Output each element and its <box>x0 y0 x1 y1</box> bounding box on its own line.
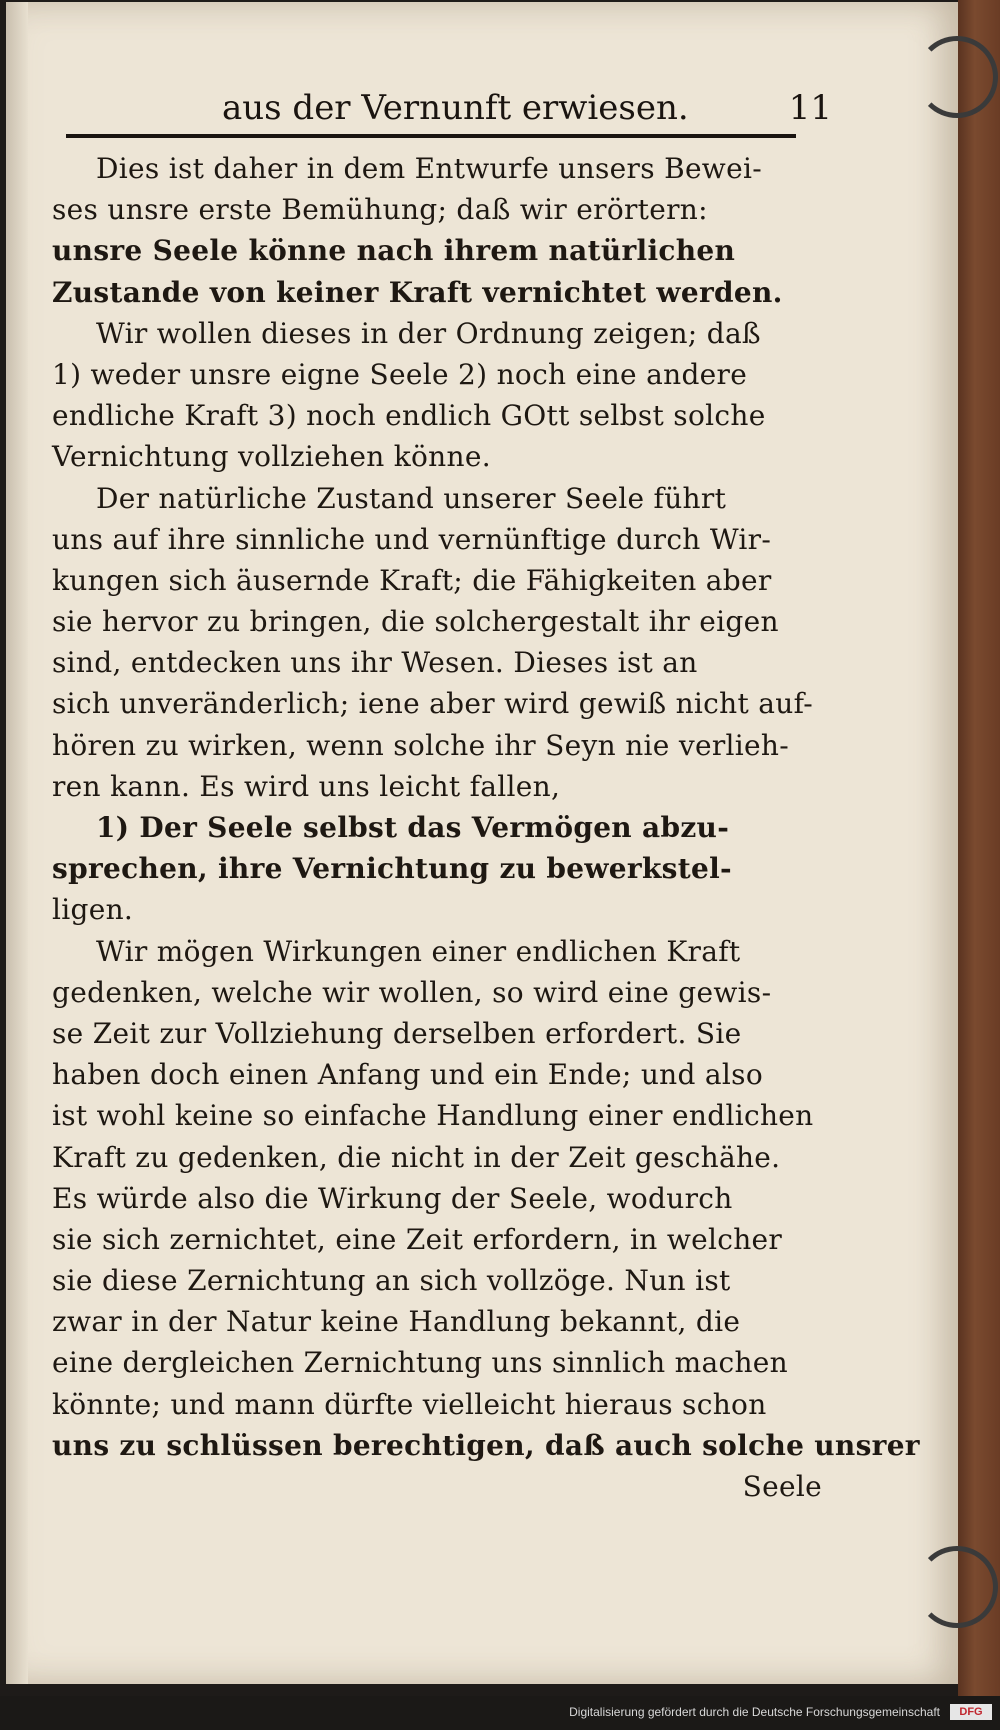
text-line: sind, entdecken uns ihr Wesen. Dieses ist an <box>52 646 698 680</box>
show-through-bleed <box>150 1520 770 1590</box>
text-line: zwar in der Natur keine Handlung bekannt, die <box>52 1305 741 1339</box>
text-line: uns zu schlüssen berechtigen, daß auch solche unsrer <box>52 1428 920 1462</box>
text-line: Zustande von keiner Kraft vernichtet werden. <box>52 275 783 309</box>
text-line: könnte; und mann dürfte vielleicht hieraus schon <box>52 1387 767 1421</box>
text-line: ist wohl keine so einfache Handlung einer endlichen <box>52 1099 814 1133</box>
text-line: eine dergleichen Zernichtung uns sinnlich machen <box>52 1346 789 1380</box>
text-line: sie sich zernichtet, eine Zeit erfordern, in welcher <box>52 1222 783 1256</box>
text-line: Wir wollen dieses in der Ordnung zeigen; daß <box>96 316 761 350</box>
digitization-credit: Digitalisierung gefördert durch die Deutsche Forschungsgemeinschaft <box>569 1705 940 1719</box>
page-clip-icon <box>916 36 998 118</box>
text-line: Wir mögen Wirkungen einer endlichen Kraft <box>96 934 741 968</box>
text-line: Es würde also die Wirkung der Seele, wodurch <box>52 1181 733 1215</box>
header-rule <box>66 134 796 138</box>
text-line: hören zu wirken, wenn solche ihr Seyn nie verlieh- <box>52 728 789 762</box>
text-line: gedenken, welche wir wollen, so wird eine gewis- <box>52 975 772 1009</box>
text-line: ses unsre erste Bemühung; daß wir erörtern: <box>52 193 708 227</box>
text-line: kungen sich äusernde Kraft; die Fähigkeiten aber <box>52 563 772 597</box>
text-line: sich unveränderlich; iene aber wird gewiß nicht auf- <box>52 687 814 721</box>
text-line: 1) Der Seele selbst das Vermögen abzu- <box>96 811 730 844</box>
running-title: aus der Vernunft erwiesen. <box>222 88 689 128</box>
catchword: Seele <box>742 1470 822 1503</box>
text-line: 1) weder unsre eigne Seele 2) noch eine andere <box>52 357 748 391</box>
book-cover-edge <box>958 0 1000 1730</box>
text-line: se Zeit zur Vollziehung derselben erfordert. Sie <box>52 1016 742 1050</box>
footer-bar <box>0 1696 1000 1730</box>
text-line: Vernichtung vollziehen könne. <box>52 440 491 474</box>
text-line: haben doch einen Anfang und ein Ende; und also <box>52 1058 763 1092</box>
text-line: ren kann. Es wird uns leicht fallen, <box>52 769 561 803</box>
text-line: Der natürliche Zustand unserer Seele führt <box>96 481 727 515</box>
body-text <box>52 148 920 1507</box>
page-gutter <box>6 2 28 1684</box>
text-line: ligen. <box>52 893 134 927</box>
page-number: 11 <box>788 88 832 128</box>
text-line: sie diese Zernichtung an sich vollzöge. Nun ist <box>52 1264 731 1298</box>
text-line: Kraft zu gedenken, die nicht in der Zeit geschähe. <box>52 1140 781 1174</box>
text-line: unsre Seele könne nach ihrem natürlichen <box>52 234 736 268</box>
text-line: sie hervor zu bringen, die solchergestalt ihr eigen <box>52 605 779 639</box>
dfg-logo-icon: DFG <box>950 1704 992 1720</box>
text-line: endliche Kraft 3) noch endlich GOtt selbst solche <box>52 399 766 433</box>
page-header <box>222 88 832 138</box>
text-line: uns auf ihre sinnliche und vernünftige durch Wir- <box>52 522 772 556</box>
text-line: sprechen, ihre Vernichtung zu bewerkstel- <box>52 852 732 886</box>
page-clip-icon <box>916 1546 998 1628</box>
text-line: Dies ist daher in dem Entwurfe unsers Bewei- <box>96 152 762 185</box>
